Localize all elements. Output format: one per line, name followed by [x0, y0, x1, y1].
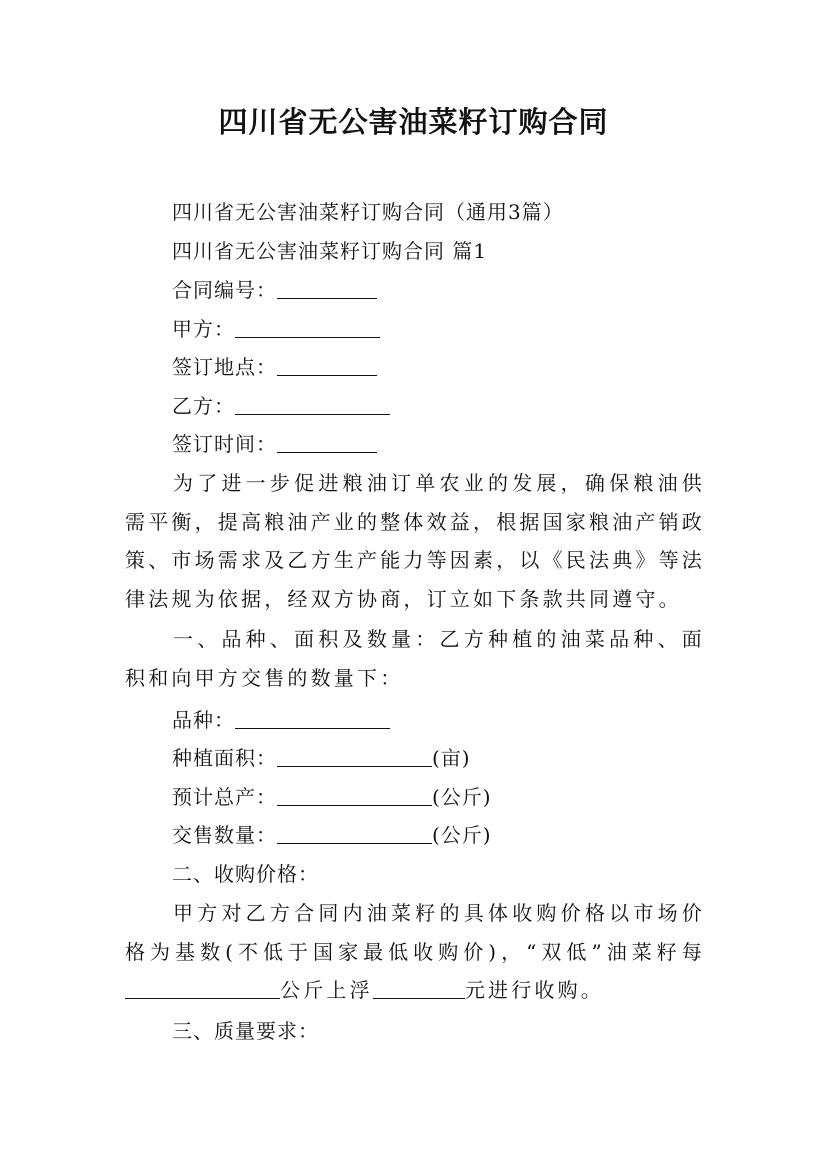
float-amount-blank — [125, 976, 280, 999]
clause-3-heading: 三、质量要求： — [172, 1019, 319, 1043]
contract-number-blank — [277, 276, 377, 299]
contract-number-label: 合同编号： — [172, 278, 277, 302]
section-heading: 四川省无公害油菜籽订购合同 篇1 — [172, 239, 488, 263]
party-a-label: 甲方： — [172, 317, 235, 341]
party-b-label: 乙方： — [172, 394, 235, 418]
document-title: 四川省无公害油菜籽订购合同 — [218, 105, 609, 139]
party-b-row — [172, 392, 390, 420]
party-a-row — [172, 315, 380, 343]
area-blank — [277, 744, 432, 767]
sign-time-row — [172, 430, 377, 458]
clause-2-price-text: 元进行收购。 — [464, 978, 605, 1003]
party-a-blank — [235, 315, 380, 338]
variety-row — [172, 706, 390, 734]
sign-place-row — [172, 353, 377, 381]
quantity-unit: (公斤) — [432, 823, 492, 847]
intro-paragraph: 为了进一步促进粮油订单农业的发展，确保粮油供需平衡，提高粮油产业的整体效益，根据国家粮油产销政策、市场需求及乙方生产能力等因素，以《民法典》等法律法规为依据，经双方协商，订立如下条款共同遵守。 — [125, 471, 705, 611]
quantity-label: 交售数量： — [172, 823, 277, 847]
contract-number-row — [172, 276, 377, 304]
party-b-blank — [235, 392, 390, 415]
area-unit: (亩) — [432, 746, 471, 770]
variety-label: 品种： — [172, 708, 235, 732]
subtitle: 四川省无公害油菜籽订购合同（通用3篇） — [172, 200, 564, 224]
sign-time-label: 签订时间： — [172, 432, 277, 456]
clause-2-heading: 二、收购价格： — [172, 862, 319, 886]
clause-2-float-text: 公斤上浮 — [280, 978, 373, 1003]
yield-blank — [277, 783, 432, 806]
clause-2-paragraph — [125, 894, 705, 1010]
sign-time-blank — [277, 430, 377, 453]
sign-place-blank — [277, 353, 377, 376]
quantity-blank — [277, 821, 432, 844]
area-row — [172, 744, 471, 772]
area-label: 种植面积： — [172, 746, 277, 770]
sign-place-label: 签订地点： — [172, 355, 277, 379]
yield-row — [172, 783, 492, 811]
clause-1-paragraph: 一、品种、面积及数量：乙方种植的油菜品种、面积和向甲方交售的数量下： — [125, 627, 705, 690]
yield-label: 预计总产： — [172, 785, 277, 809]
yield-unit: (公斤) — [432, 785, 492, 809]
quantity-row — [172, 821, 492, 849]
variety-blank — [235, 706, 390, 729]
clause-2-text: 甲方对乙方合同内油菜籽的具体收购价格以市场价格为基数(不低于国家最低收购价)，“双低”油菜籽每 — [125, 901, 705, 964]
price-amount-blank — [373, 976, 465, 999]
